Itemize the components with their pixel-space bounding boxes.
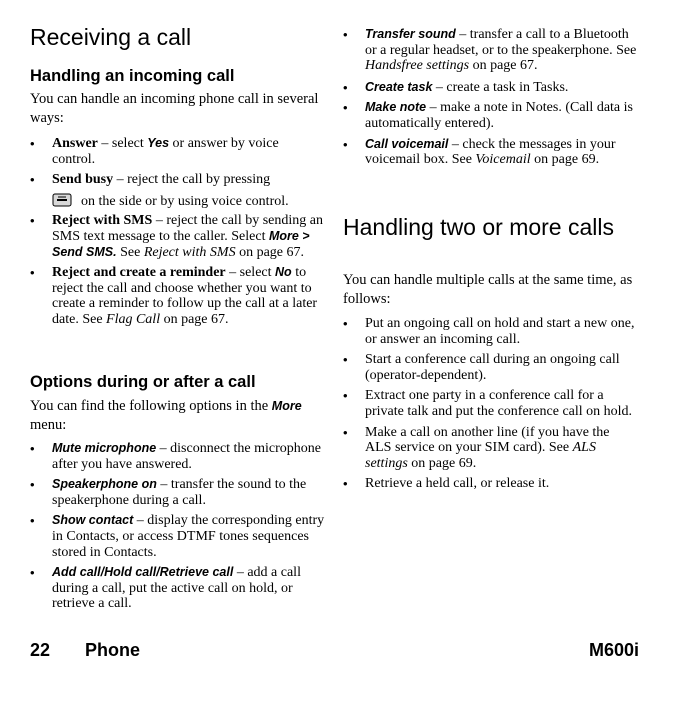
make-note-option: Make note: [365, 100, 427, 115]
list-item: [343, 137, 638, 168]
incoming-call-options-list: [30, 136, 325, 328]
send-busy-label: Send busy: [52, 172, 114, 188]
incoming-call-intro: You can handle an incoming phone call in several ways:: [30, 91, 319, 126]
reject-sms-text-1: – reject the call by sending an SMS text message to the caller. Select: [52, 213, 323, 244]
more-menu-label: More: [271, 399, 302, 413]
call-options-list: [30, 441, 325, 612]
transfer-sound-text-2: on page 67.: [469, 58, 538, 74]
incoming-call-heading: Handling an incoming call: [30, 67, 235, 85]
list-item: [30, 513, 325, 560]
list-item: [343, 425, 638, 472]
no-option: No: [275, 265, 292, 280]
speakerphone-on-text: – transfer the sound to the speakerphone during a call.: [52, 477, 307, 508]
list-item: [343, 80, 638, 96]
options-intro-text-1: You can find the following options in the: [30, 398, 272, 414]
voicemail-reference: Voicemail: [475, 152, 531, 168]
list-item: [343, 388, 638, 419]
als-settings-reference: ALS settings: [365, 440, 596, 471]
list-item: [343, 352, 638, 383]
call-voicemail-text-1: – check the messages in your voicemail box. See: [365, 136, 616, 168]
show-contact-text: – display the corresponding entry in Contacts, or access DTMF tones sequences stored in Contacts.: [52, 513, 325, 560]
make-note-text: – make a note in Notes. (Call data is automatically entered).: [365, 100, 633, 131]
send-busy-text-1: – reject the call by pressing: [113, 172, 271, 188]
hold-and-start-text: Put an ongoing call on hold and start a new one, or answer an incoming call.: [365, 316, 635, 347]
add-hold-retrieve-option: Add call/Hold call/Retrieve call: [52, 565, 234, 580]
transfer-sound-text-1: – transfer a call to a Bluetooth or a regular headset, or to the speakerphone. See: [365, 27, 637, 58]
list-item: [343, 476, 638, 492]
handsfree-settings-reference: Handsfree settings: [365, 58, 470, 74]
yes-option: Yes: [147, 136, 170, 150]
show-contact-option: Show contact: [52, 513, 134, 528]
list-item: [30, 441, 325, 472]
answer-text-1: – select: [97, 136, 148, 151]
mute-microphone-option: Mute microphone: [52, 441, 157, 455]
call-voicemail-option: Call voicemail: [365, 136, 449, 151]
options-intro-text-2: menu:: [30, 416, 67, 433]
side-key-icon: [52, 193, 72, 207]
list-item: [30, 265, 325, 327]
answer-label: Answer: [52, 136, 98, 151]
more-options-list-continued: [343, 27, 638, 168]
answer-text-2: or answer by voice control.: [52, 136, 279, 167]
page-number: 22: [30, 640, 51, 660]
footer-model: M600i: [589, 640, 640, 660]
speakerphone-on-option: Speakerphone on: [52, 477, 157, 492]
two-calls-heading: Handling two or more calls: [343, 214, 615, 240]
extract-party-text: Extract one party in a conference call for a private talk and put the conference call on hold.: [365, 388, 633, 419]
list-item: [30, 172, 325, 209]
options-heading: Options during or after a call: [30, 373, 256, 391]
more-send-sms-option: More > Send SMS.: [52, 228, 310, 259]
list-item: [343, 27, 638, 74]
two-calls-intro: You can handle multiple calls at the same time, as follows:: [343, 272, 633, 307]
flag-call-reference: Flag Call: [106, 311, 161, 327]
list-item: [343, 316, 638, 347]
create-task-option: Create task: [365, 79, 433, 94]
add-hold-retrieve-text: – add a call during a call, put the active call on hold, or retrieve a call.: [52, 565, 301, 612]
reject-reminder-label: Reject and create a reminder: [52, 265, 226, 281]
list-item: [30, 213, 325, 260]
options-intro: [30, 397, 325, 434]
create-task-text: – create a task in Tasks.: [432, 79, 569, 95]
retrieve-held-call-text: Retrieve a held call, or release it.: [365, 476, 550, 492]
transfer-sound-option: Transfer sound: [365, 27, 456, 41]
another-line-text-2: on page 69.: [407, 455, 477, 471]
list-item: [30, 565, 325, 612]
multiple-calls-list: [343, 316, 638, 492]
footer-section: Phone: [85, 640, 141, 660]
reject-sms-text-3: on page 67.: [235, 244, 305, 260]
another-line-text: Make a call on another line (if you have the ALS service on your SIM card). See: [365, 424, 610, 456]
mute-microphone-text: – disconnect the microphone after you have answered.: [52, 441, 322, 472]
call-voicemail-text-2: on page 69.: [530, 152, 600, 168]
conference-call-text: Start a conference call during an ongoing call (operator-dependent).: [365, 352, 620, 383]
reject-sms-label: Reject with SMS: [52, 213, 153, 229]
page-title: Receiving a call: [30, 24, 192, 50]
reject-reminder-text-2: to reject the call and choose whether you want to create a reminder to follow up the call at a later date. See: [52, 265, 318, 327]
list-item: [343, 100, 638, 131]
reject-sms-reference: Reject with SMS: [143, 244, 236, 260]
reject-sms-text-2: See: [116, 244, 144, 260]
reject-reminder-text-1: – select: [225, 265, 276, 281]
send-busy-text-2: on the side or by using voice control.: [81, 193, 289, 209]
list-item: [30, 477, 325, 508]
list-item: [30, 136, 325, 167]
reject-reminder-text-3: on page 67.: [160, 311, 229, 327]
